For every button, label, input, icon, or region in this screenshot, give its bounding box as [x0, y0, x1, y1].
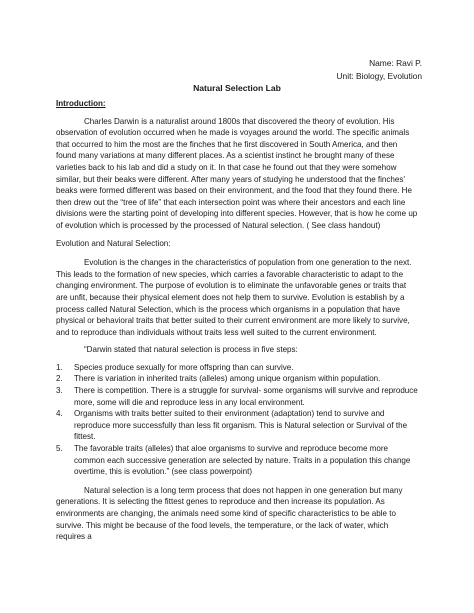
list-item [56, 362, 418, 374]
evolution-paragraph: Evolution is the changes in the characteristics of population from one generation to the next. This leads to the formation of new species, which carries a favorable characteristic to adapt to the changing environment. The purpose of evolution is to eliminate the unfavorable genes or traits that are unfit, because their physical element does not help them to survive. Evolution is establish by a process called Natural Selection, which is the process which organisms in a population that have physical or behavioral traits that better suited to their current environment are more likely to survive, and to reproduce than individuals without traits less well suited to the current environment. [56, 258, 412, 337]
list-number: 5. [56, 444, 63, 454]
introduction-heading: Introduction: [56, 99, 106, 108]
evolution-heading: Evolution and Natural Selection: [56, 238, 171, 248]
list-item [56, 443, 418, 478]
list-item-text: Species produce sexually for more offspring than can survive. [74, 362, 294, 372]
author-name: Name: Ravi P. [369, 58, 422, 68]
list-item-text: Organisms with traits better suited to their environment (adaptation) tend to survive and reproduce more successfully than less fit organism. This is Natural selection or Survival of the fittest. [74, 409, 408, 442]
darwin-quote-intro: “Darwin stated that natural selection is process in five steps: [84, 345, 298, 355]
list-item-text: There is competition. There is a struggle for survival- some organisms will survive and reproduce more, some will die and reproduce less in any local environment. [74, 386, 418, 407]
list-item [56, 373, 418, 385]
list-number: 3. [56, 386, 63, 396]
introduction-paragraph: Charles Darwin is a naturalist around 1800s that discovered the theory of evolution. His observation of evolution occurred when he made is voyages around the world. The specific animals that occurred to him the most are the finches that he first discovered in South America, and then found many variations at many different places. As a scientist instinct he brought many of these varieties back to his lab and did a study on it. In that case he found out that they were somehow similar, but their beaks were different. After many years of studying he understood that the finches’ beaks were formed different was based on their environment, and the food that they found there. He then drew out the “tree of life” that each intersection point was where their ancestors and each line divisions were the starting point of developing into different species. However, that is how he come up of evolution which is processed by the processed of Natural selection. ( See class handout) [56, 116, 418, 230]
list-item-text: There is variation in inherited traits (alleles) among unique organism within population. [74, 374, 381, 384]
document-body [56, 98, 418, 549]
list-item [56, 408, 418, 443]
document-title: Natural Selection Lab [193, 83, 281, 93]
list-number: 2. [56, 374, 63, 384]
unit-label: Unit: Biology, Evolution [336, 71, 422, 81]
list-item [56, 385, 418, 408]
author-info [337, 57, 423, 83]
closing-paragraph: Natural selection is a long term process that does not happen in one generation but many generations. It is selecting the fittest genes to reproduce and then increase its population. As environments are changing, the animals need some kind of specific characteristics to be able to survive. This might be because of the food levels, the temperature, or the lack of water, which requires a [56, 485, 403, 542]
list-item-text: The favorable traits (alleles) that aloe organisms to survive and reproduce become more common each successive generation are selected by nature. Traits in a population this change overtime, this is evolution.” (see class powerpoint) [74, 444, 411, 477]
list-number: 4. [56, 409, 63, 419]
list-number: 1. [56, 362, 63, 372]
natural-selection-steps [56, 362, 418, 478]
